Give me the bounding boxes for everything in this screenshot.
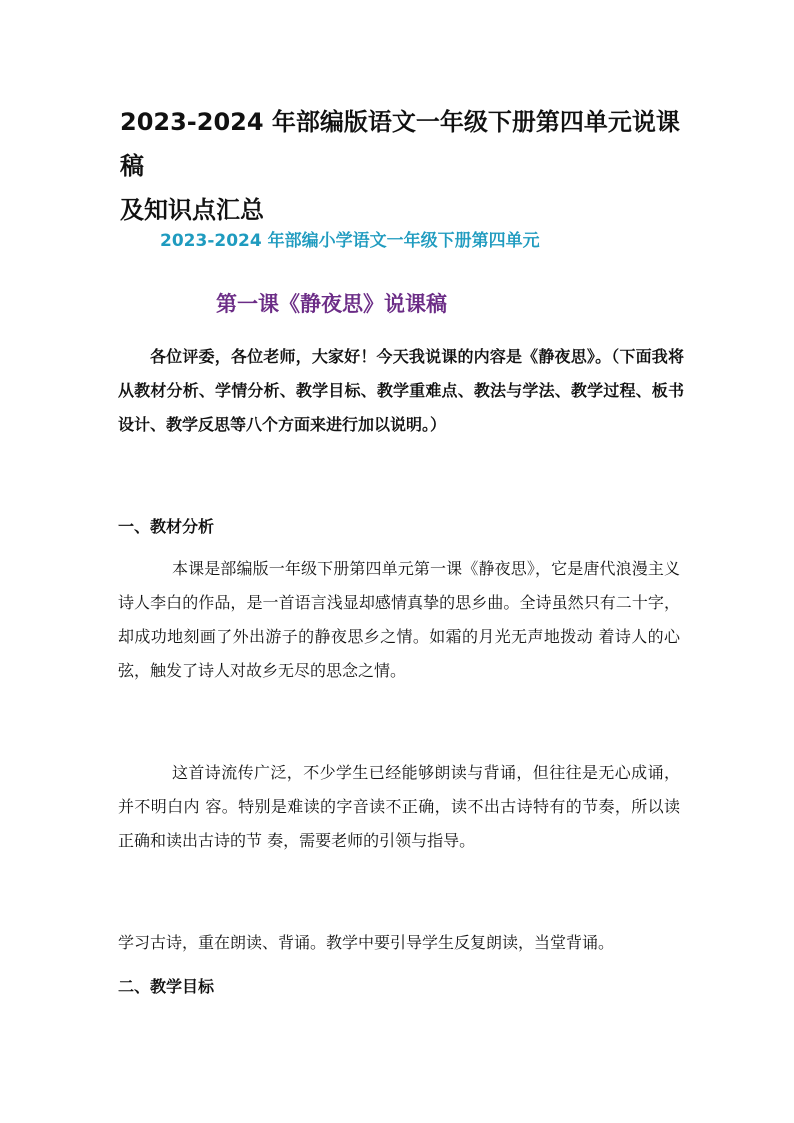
document-title bbox=[120, 100, 690, 232]
intro-paragraph: 各位评委，各位老师，大家好！今天我说课的内容是《静夜思》。（下面我将从教材分析、学情分析、教学目标、教学重难点、教法与学法、教学过程、板书设计、教学反思等八个方面来进行加以说明。） bbox=[118, 347, 684, 434]
lesson-title: 第一课《静夜思》说课稿 bbox=[216, 291, 447, 316]
body-paragraph-2: 这首诗流传广泛，不少学生已经能够朗读与背诵，但往往是无心成诵，并不明白内 容。特别是难读的字音读不正确，读不出古诗特有的节奏，所以读正确和读出古诗的节 奏，需要老师的引领与指导。 bbox=[118, 763, 680, 850]
title-line2-main: 知识点汇总 bbox=[144, 196, 264, 224]
section-heading-teaching-goals: 二、教学目标 bbox=[118, 977, 215, 996]
title-line1: 2023-2024 年部编版语文一年级下册第四单元说课稿 bbox=[120, 108, 680, 180]
section-heading-textbook-analysis: 一、教材分析 bbox=[118, 517, 215, 536]
body-paragraph-3: 学习古诗，重在朗读、背诵。教学中要引导学生反复朗读，当堂背诵。 bbox=[118, 933, 615, 952]
body-paragraph-1: 本课是部编版一年级下册第四单元第一课《静夜思》，它是唐代浪漫主义诗人李白的作品，是一首语言浅显却感情真挚的思乡曲。全诗虽然只有二十字，却成功地刻画了外出游子的静夜思乡之情。如霜的月光无声地拨动 着诗人的心弦，触发了诗人对故乡无尽的思念之情。 bbox=[118, 559, 680, 680]
unit-subtitle: 2023-2024 年部编小学语文一年级下册第四单元 bbox=[160, 231, 540, 251]
title-line2-prefix: 及 bbox=[120, 196, 144, 224]
